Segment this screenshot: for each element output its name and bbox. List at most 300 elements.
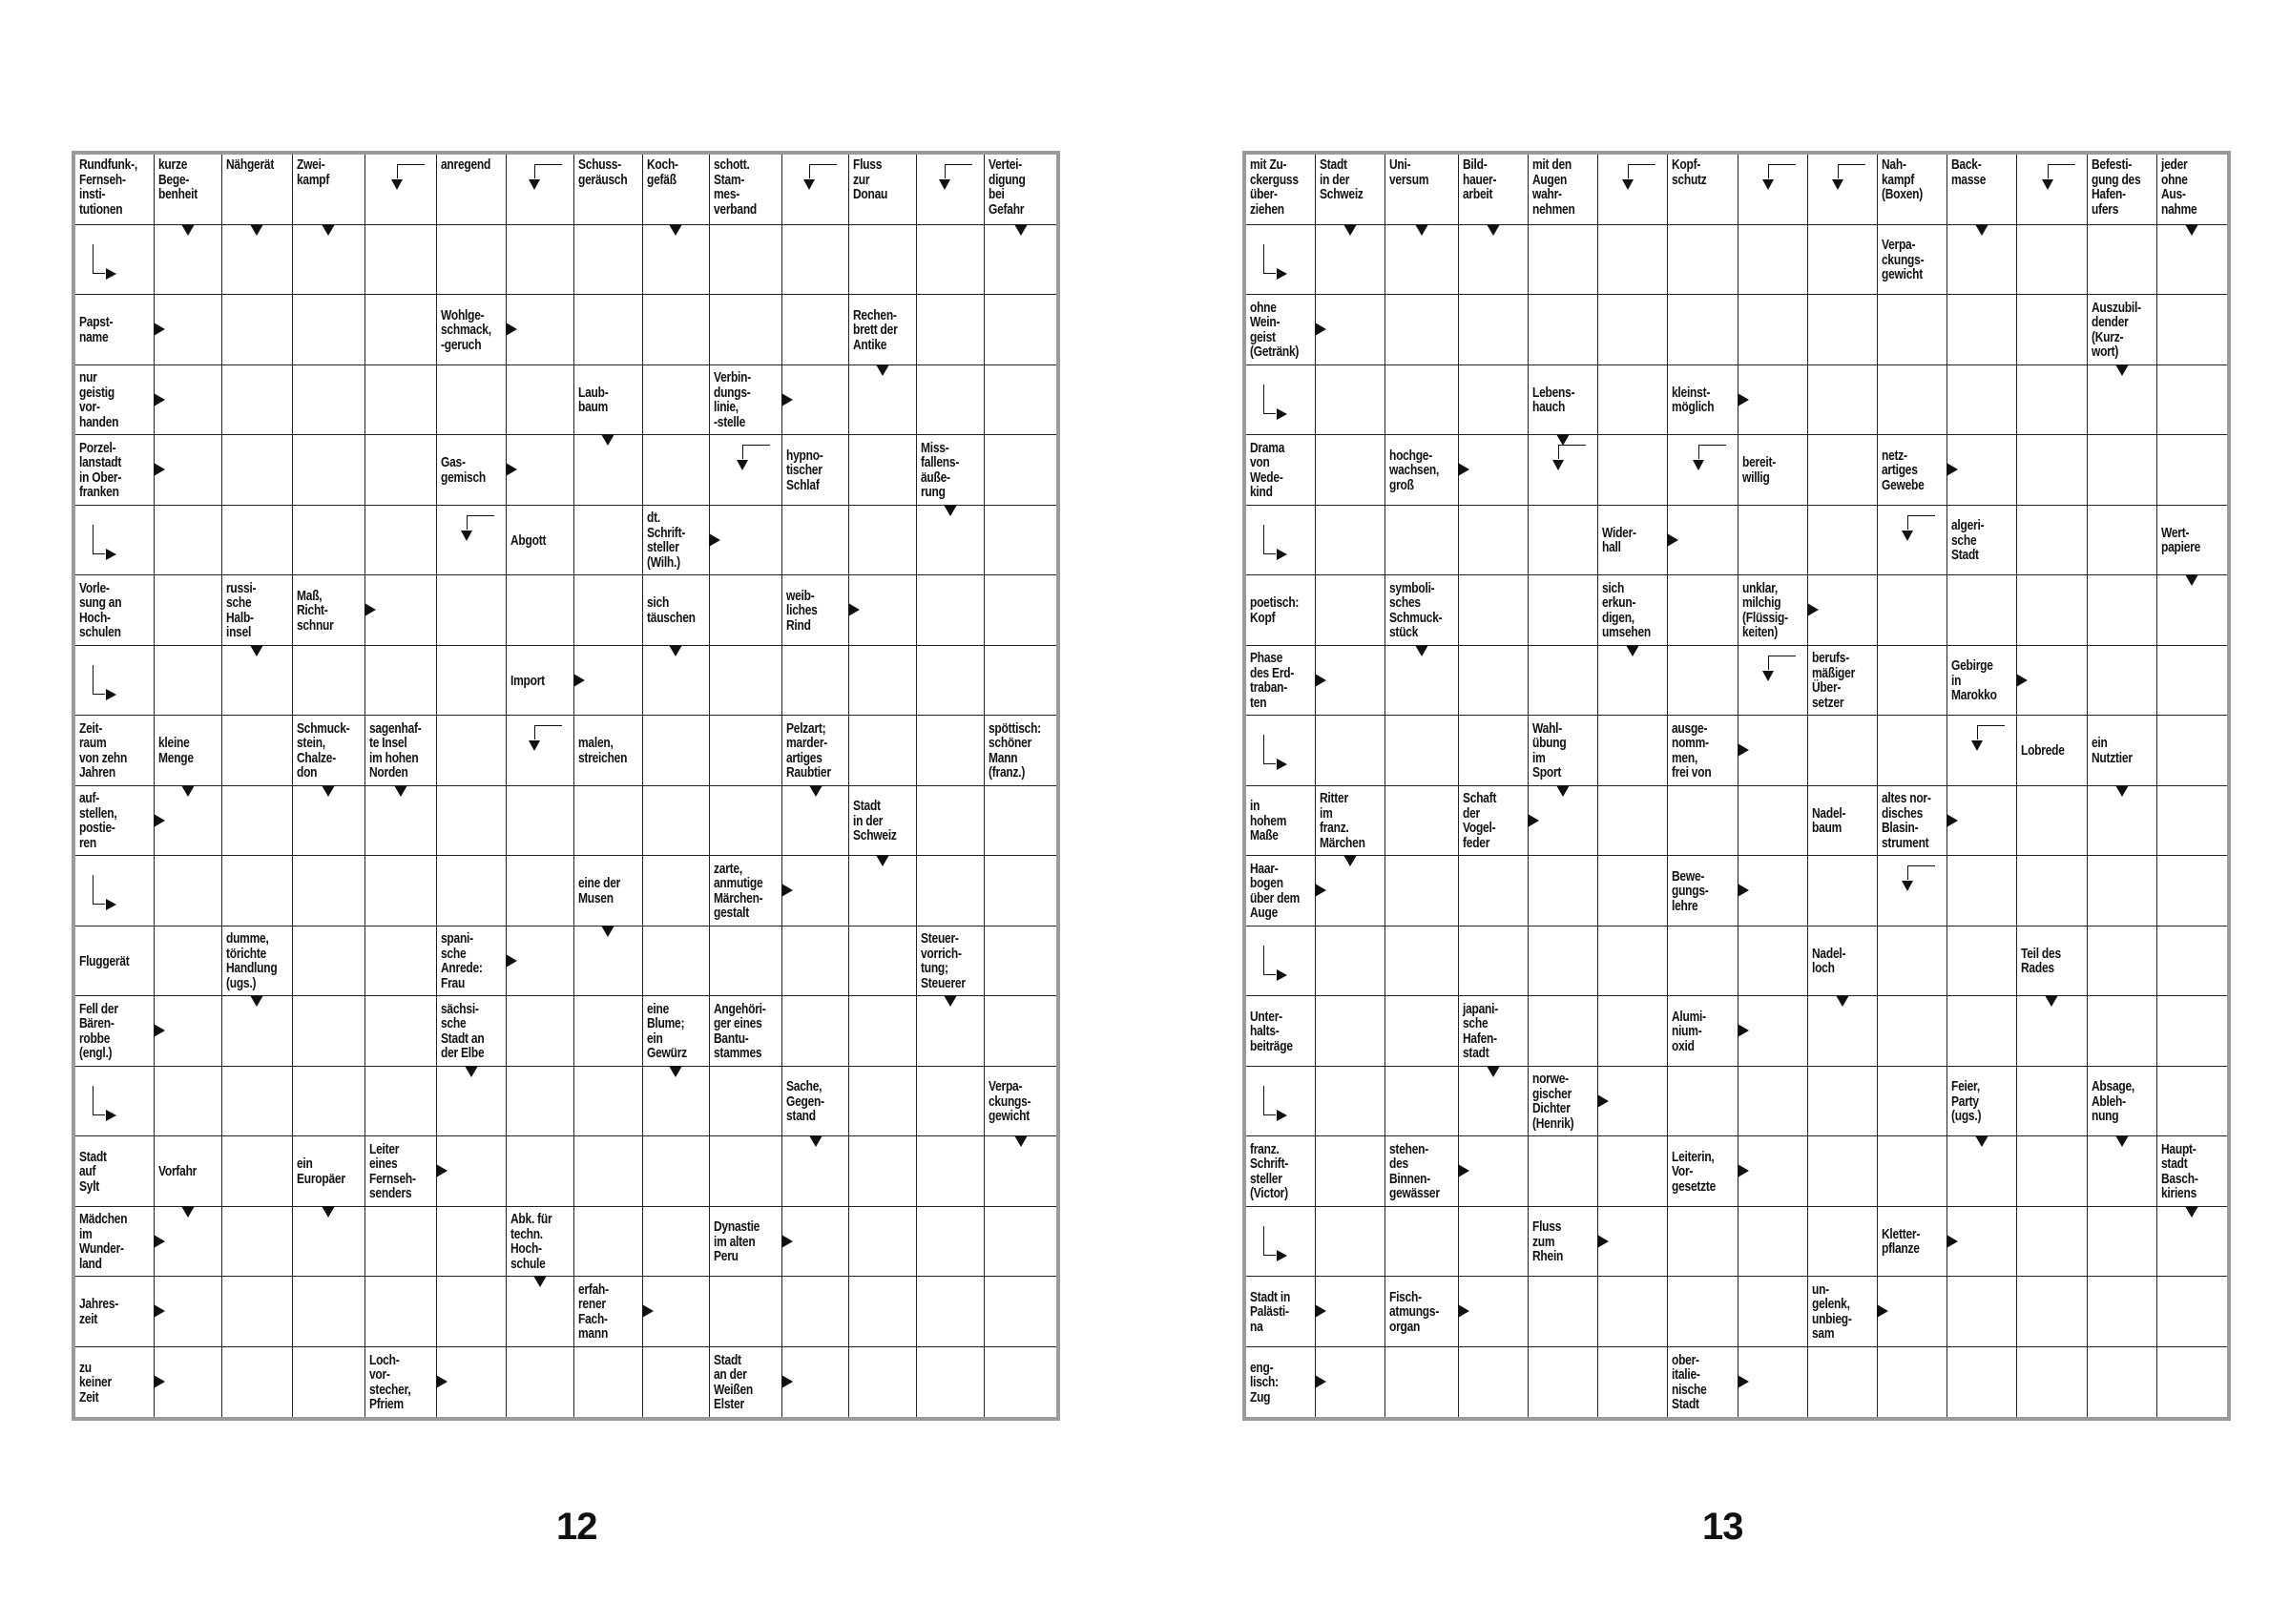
answer-cell[interactable] <box>437 1067 507 1137</box>
answer-cell[interactable] <box>710 716 781 786</box>
answer-cell[interactable] <box>293 365 365 436</box>
answer-cell[interactable] <box>985 225 1056 296</box>
answer-cell[interactable] <box>1459 365 1529 436</box>
answer-cell[interactable] <box>222 716 293 786</box>
answer-cell[interactable] <box>2017 155 2087 225</box>
answer-cell[interactable] <box>437 575 507 646</box>
answer-cell[interactable] <box>1598 646 1668 717</box>
answer-cell[interactable] <box>155 575 222 646</box>
answer-cell[interactable] <box>985 506 1056 576</box>
answer-cell[interactable] <box>507 856 574 927</box>
answer-cell[interactable] <box>507 1067 574 1137</box>
answer-cell[interactable] <box>985 996 1056 1067</box>
answer-cell[interactable] <box>365 155 437 225</box>
answer-cell[interactable] <box>1459 506 1529 576</box>
answer-cell[interactable] <box>1385 856 1458 927</box>
answer-cell[interactable] <box>643 295 711 365</box>
answer-cell[interactable] <box>1878 646 1947 717</box>
answer-cell[interactable] <box>2017 575 2087 646</box>
answer-cell[interactable] <box>1459 575 1529 646</box>
answer-cell[interactable] <box>917 1067 985 1137</box>
answer-cell[interactable] <box>1808 295 1878 365</box>
answer-cell[interactable] <box>985 927 1056 997</box>
answer-cell[interactable] <box>222 1277 293 1347</box>
answer-cell[interactable] <box>1808 716 1878 786</box>
answer-cell[interactable] <box>782 1277 850 1347</box>
answer-cell[interactable] <box>293 996 365 1067</box>
answer-cell[interactable] <box>1808 1207 1878 1278</box>
answer-cell[interactable] <box>1878 996 1947 1067</box>
answer-cell[interactable] <box>1668 927 1738 997</box>
answer-cell[interactable] <box>1529 856 1598 927</box>
answer-cell[interactable] <box>1246 225 1316 296</box>
answer-cell[interactable] <box>2157 716 2227 786</box>
answer-cell[interactable] <box>917 996 985 1067</box>
answer-cell[interactable] <box>437 856 507 927</box>
answer-cell[interactable] <box>1738 155 1808 225</box>
answer-cell[interactable] <box>1246 1207 1316 1278</box>
answer-cell[interactable] <box>155 646 222 717</box>
answer-cell[interactable] <box>507 365 574 436</box>
answer-cell[interactable] <box>710 575 781 646</box>
answer-cell[interactable] <box>155 1067 222 1137</box>
answer-cell[interactable] <box>1246 365 1316 436</box>
answer-cell[interactable] <box>1459 646 1529 717</box>
answer-cell[interactable] <box>365 435 437 506</box>
answer-cell[interactable] <box>155 506 222 576</box>
answer-cell[interactable] <box>2088 856 2157 927</box>
answer-cell[interactable] <box>1598 996 1668 1067</box>
answer-cell[interactable] <box>2157 365 2227 436</box>
answer-cell[interactable] <box>849 1347 917 1418</box>
answer-cell[interactable] <box>222 435 293 506</box>
answer-cell[interactable] <box>643 1067 711 1137</box>
answer-cell[interactable] <box>293 1277 365 1347</box>
answer-cell[interactable] <box>574 927 642 997</box>
answer-cell[interactable] <box>293 225 365 296</box>
answer-cell[interactable] <box>1316 1136 1385 1207</box>
answer-cell[interactable] <box>365 856 437 927</box>
answer-cell[interactable] <box>1316 1067 1385 1137</box>
answer-cell[interactable] <box>1459 927 1529 997</box>
answer-cell[interactable] <box>507 1277 574 1347</box>
answer-cell[interactable] <box>574 295 642 365</box>
answer-cell[interactable] <box>1529 1277 1598 1347</box>
answer-cell[interactable] <box>293 1067 365 1137</box>
answer-cell[interactable] <box>2017 225 2087 296</box>
answer-cell[interactable] <box>2088 575 2157 646</box>
answer-cell[interactable] <box>782 996 850 1067</box>
answer-cell[interactable] <box>222 1136 293 1207</box>
answer-cell[interactable] <box>437 786 507 857</box>
answer-cell[interactable] <box>1947 716 2017 786</box>
answer-cell[interactable] <box>782 646 850 717</box>
answer-cell[interactable] <box>437 1277 507 1347</box>
answer-cell[interactable] <box>782 225 850 296</box>
answer-cell[interactable] <box>365 1067 437 1137</box>
answer-cell[interactable] <box>507 1347 574 1418</box>
answer-cell[interactable] <box>917 856 985 927</box>
answer-cell[interactable] <box>574 996 642 1067</box>
answer-cell[interactable] <box>574 786 642 857</box>
answer-cell[interactable] <box>1316 225 1385 296</box>
answer-cell[interactable] <box>2157 1277 2227 1347</box>
answer-cell[interactable] <box>222 856 293 927</box>
answer-cell[interactable] <box>1808 225 1878 296</box>
answer-cell[interactable] <box>1947 996 2017 1067</box>
answer-cell[interactable] <box>1529 646 1598 717</box>
answer-cell[interactable] <box>2088 1347 2157 1418</box>
answer-cell[interactable] <box>1947 856 2017 927</box>
answer-cell[interactable] <box>2017 1067 2087 1137</box>
answer-cell[interactable] <box>710 506 781 576</box>
answer-cell[interactable] <box>1598 716 1668 786</box>
answer-cell[interactable] <box>1459 295 1529 365</box>
answer-cell[interactable] <box>1385 716 1458 786</box>
answer-cell[interactable] <box>849 856 917 927</box>
answer-cell[interactable] <box>2017 786 2087 857</box>
answer-cell[interactable] <box>2088 927 2157 997</box>
answer-cell[interactable] <box>293 646 365 717</box>
answer-cell[interactable] <box>1316 996 1385 1067</box>
answer-cell[interactable] <box>985 365 1056 436</box>
answer-cell[interactable] <box>2017 435 2087 506</box>
answer-cell[interactable] <box>1808 155 1878 225</box>
answer-cell[interactable] <box>1316 575 1385 646</box>
answer-cell[interactable] <box>1598 786 1668 857</box>
answer-cell[interactable] <box>75 506 155 576</box>
answer-cell[interactable] <box>2157 295 2227 365</box>
answer-cell[interactable] <box>1738 506 1808 576</box>
answer-cell[interactable] <box>1385 1347 1458 1418</box>
answer-cell[interactable] <box>1947 1136 2017 1207</box>
answer-cell[interactable] <box>782 1136 850 1207</box>
answer-cell[interactable] <box>985 786 1056 857</box>
answer-cell[interactable] <box>917 295 985 365</box>
answer-cell[interactable] <box>1738 1207 1808 1278</box>
answer-cell[interactable] <box>1947 1347 2017 1418</box>
answer-cell[interactable] <box>1529 575 1598 646</box>
answer-cell[interactable] <box>365 1277 437 1347</box>
answer-cell[interactable] <box>2088 646 2157 717</box>
answer-cell[interactable] <box>710 1067 781 1137</box>
answer-cell[interactable] <box>437 646 507 717</box>
answer-cell[interactable] <box>643 1136 711 1207</box>
answer-cell[interactable] <box>222 646 293 717</box>
answer-cell[interactable] <box>917 646 985 717</box>
answer-cell[interactable] <box>1246 716 1316 786</box>
answer-cell[interactable] <box>710 1136 781 1207</box>
answer-cell[interactable] <box>1529 996 1598 1067</box>
answer-cell[interactable] <box>2017 996 2087 1067</box>
answer-cell[interactable] <box>75 646 155 717</box>
answer-cell[interactable] <box>2088 1277 2157 1347</box>
answer-cell[interactable] <box>1668 435 1738 506</box>
answer-cell[interactable] <box>1385 365 1458 436</box>
answer-cell[interactable] <box>1738 295 1808 365</box>
answer-cell[interactable] <box>1459 856 1529 927</box>
answer-cell[interactable] <box>365 786 437 857</box>
answer-cell[interactable] <box>917 1136 985 1207</box>
answer-cell[interactable] <box>2017 856 2087 927</box>
answer-cell[interactable] <box>985 1207 1056 1278</box>
answer-cell[interactable] <box>1738 1067 1808 1137</box>
answer-cell[interactable] <box>574 506 642 576</box>
answer-cell[interactable] <box>985 435 1056 506</box>
answer-cell[interactable] <box>293 856 365 927</box>
answer-cell[interactable] <box>2017 365 2087 436</box>
answer-cell[interactable] <box>1459 1207 1529 1278</box>
answer-cell[interactable] <box>1459 1347 1529 1418</box>
answer-cell[interactable] <box>985 1277 1056 1347</box>
answer-cell[interactable] <box>293 435 365 506</box>
answer-cell[interactable] <box>1598 295 1668 365</box>
answer-cell[interactable] <box>75 856 155 927</box>
answer-cell[interactable] <box>365 996 437 1067</box>
answer-cell[interactable] <box>1529 506 1598 576</box>
answer-cell[interactable] <box>849 927 917 997</box>
answer-cell[interactable] <box>2157 1207 2227 1278</box>
answer-cell[interactable] <box>1246 927 1316 997</box>
answer-cell[interactable] <box>365 1207 437 1278</box>
answer-cell[interactable] <box>1808 365 1878 436</box>
answer-cell[interactable] <box>1668 225 1738 296</box>
answer-cell[interactable] <box>849 365 917 436</box>
answer-cell[interactable] <box>2017 506 2087 576</box>
answer-cell[interactable] <box>1459 1067 1529 1137</box>
answer-cell[interactable] <box>2157 786 2227 857</box>
answer-cell[interactable] <box>293 1347 365 1418</box>
answer-cell[interactable] <box>1878 295 1947 365</box>
answer-cell[interactable] <box>2157 225 2227 296</box>
answer-cell[interactable] <box>643 435 711 506</box>
answer-cell[interactable] <box>365 575 437 646</box>
answer-cell[interactable] <box>365 927 437 997</box>
answer-cell[interactable] <box>222 506 293 576</box>
answer-cell[interactable] <box>917 786 985 857</box>
answer-cell[interactable] <box>1738 786 1808 857</box>
answer-cell[interactable] <box>1878 927 1947 997</box>
answer-cell[interactable] <box>2088 506 2157 576</box>
answer-cell[interactable] <box>849 225 917 296</box>
answer-cell[interactable] <box>574 435 642 506</box>
answer-cell[interactable] <box>1738 225 1808 296</box>
answer-cell[interactable] <box>293 786 365 857</box>
answer-cell[interactable] <box>782 786 850 857</box>
answer-cell[interactable] <box>574 225 642 296</box>
answer-cell[interactable] <box>849 646 917 717</box>
answer-cell[interactable] <box>849 716 917 786</box>
answer-cell[interactable] <box>1668 295 1738 365</box>
answer-cell[interactable] <box>222 996 293 1067</box>
answer-cell[interactable] <box>2157 996 2227 1067</box>
answer-cell[interactable] <box>1598 1277 1668 1347</box>
answer-cell[interactable] <box>985 575 1056 646</box>
answer-cell[interactable] <box>293 506 365 576</box>
answer-cell[interactable] <box>293 295 365 365</box>
answer-cell[interactable] <box>1529 1347 1598 1418</box>
answer-cell[interactable] <box>917 225 985 296</box>
answer-cell[interactable] <box>985 295 1056 365</box>
answer-cell[interactable] <box>1878 365 1947 436</box>
answer-cell[interactable] <box>2157 1067 2227 1137</box>
answer-cell[interactable] <box>1878 856 1947 927</box>
answer-cell[interactable] <box>222 295 293 365</box>
answer-cell[interactable] <box>437 506 507 576</box>
answer-cell[interactable] <box>1738 927 1808 997</box>
answer-cell[interactable] <box>1808 506 1878 576</box>
answer-cell[interactable] <box>507 225 574 296</box>
answer-cell[interactable] <box>2088 365 2157 436</box>
answer-cell[interactable] <box>782 295 850 365</box>
answer-cell[interactable] <box>1668 1277 1738 1347</box>
answer-cell[interactable] <box>507 716 574 786</box>
answer-cell[interactable] <box>2017 1347 2087 1418</box>
answer-cell[interactable] <box>1668 1207 1738 1278</box>
answer-cell[interactable] <box>782 155 850 225</box>
answer-cell[interactable] <box>2017 1207 2087 1278</box>
answer-cell[interactable] <box>1385 225 1458 296</box>
answer-cell[interactable] <box>2157 856 2227 927</box>
answer-cell[interactable] <box>2157 927 2227 997</box>
answer-cell[interactable] <box>710 225 781 296</box>
answer-cell[interactable] <box>1316 1207 1385 1278</box>
answer-cell[interactable] <box>2088 996 2157 1067</box>
answer-cell[interactable] <box>985 1347 1056 1418</box>
answer-cell[interactable] <box>222 1067 293 1137</box>
answer-cell[interactable] <box>1947 1277 2017 1347</box>
answer-cell[interactable] <box>643 786 711 857</box>
answer-cell[interactable] <box>1947 225 2017 296</box>
answer-cell[interactable] <box>1668 575 1738 646</box>
answer-cell[interactable] <box>507 155 574 225</box>
answer-cell[interactable] <box>1529 295 1598 365</box>
answer-cell[interactable] <box>2088 435 2157 506</box>
answer-cell[interactable] <box>365 506 437 576</box>
answer-cell[interactable] <box>643 716 711 786</box>
answer-cell[interactable] <box>917 155 985 225</box>
answer-cell[interactable] <box>1878 575 1947 646</box>
answer-cell[interactable] <box>2157 435 2227 506</box>
answer-cell[interactable] <box>1808 1347 1878 1418</box>
answer-cell[interactable] <box>1246 506 1316 576</box>
answer-cell[interactable] <box>507 786 574 857</box>
answer-cell[interactable] <box>1598 365 1668 436</box>
answer-cell[interactable] <box>1808 996 1878 1067</box>
answer-cell[interactable] <box>1529 927 1598 997</box>
answer-cell[interactable] <box>1878 506 1947 576</box>
answer-cell[interactable] <box>75 225 155 296</box>
answer-cell[interactable] <box>849 435 917 506</box>
answer-cell[interactable] <box>917 1207 985 1278</box>
answer-cell[interactable] <box>507 996 574 1067</box>
answer-cell[interactable] <box>985 1136 1056 1207</box>
answer-cell[interactable] <box>1459 225 1529 296</box>
answer-cell[interactable] <box>222 786 293 857</box>
answer-cell[interactable] <box>782 506 850 576</box>
answer-cell[interactable] <box>1808 1067 1878 1137</box>
answer-cell[interactable] <box>1385 927 1458 997</box>
answer-cell[interactable] <box>1529 225 1598 296</box>
answer-cell[interactable] <box>1385 786 1458 857</box>
answer-cell[interactable] <box>437 365 507 436</box>
answer-cell[interactable] <box>710 295 781 365</box>
answer-cell[interactable] <box>849 1136 917 1207</box>
answer-cell[interactable] <box>1316 506 1385 576</box>
answer-cell[interactable] <box>155 927 222 997</box>
answer-cell[interactable] <box>574 1136 642 1207</box>
answer-cell[interactable] <box>1598 1347 1668 1418</box>
answer-cell[interactable] <box>155 856 222 927</box>
answer-cell[interactable] <box>1459 716 1529 786</box>
answer-cell[interactable] <box>1947 927 2017 997</box>
answer-cell[interactable] <box>574 1347 642 1418</box>
answer-cell[interactable] <box>917 575 985 646</box>
answer-cell[interactable] <box>1947 575 2017 646</box>
answer-cell[interactable] <box>1316 716 1385 786</box>
answer-cell[interactable] <box>985 856 1056 927</box>
answer-cell[interactable] <box>849 1207 917 1278</box>
answer-cell[interactable] <box>1598 1136 1668 1207</box>
answer-cell[interactable] <box>1598 435 1668 506</box>
answer-cell[interactable] <box>917 365 985 436</box>
answer-cell[interactable] <box>643 1347 711 1418</box>
answer-cell[interactable] <box>710 646 781 717</box>
answer-cell[interactable] <box>2017 295 2087 365</box>
answer-cell[interactable] <box>849 996 917 1067</box>
answer-cell[interactable] <box>222 1207 293 1278</box>
answer-cell[interactable] <box>1385 506 1458 576</box>
answer-cell[interactable] <box>2157 1347 2227 1418</box>
answer-cell[interactable] <box>2088 1136 2157 1207</box>
answer-cell[interactable] <box>1316 365 1385 436</box>
answer-cell[interactable] <box>365 365 437 436</box>
answer-cell[interactable] <box>1385 996 1458 1067</box>
answer-cell[interactable] <box>507 575 574 646</box>
answer-cell[interactable] <box>1878 1347 1947 1418</box>
answer-cell[interactable] <box>437 1207 507 1278</box>
answer-cell[interactable] <box>75 1067 155 1137</box>
answer-cell[interactable] <box>643 1207 711 1278</box>
answer-cell[interactable] <box>507 1136 574 1207</box>
answer-cell[interactable] <box>1668 786 1738 857</box>
answer-cell[interactable] <box>1316 435 1385 506</box>
answer-cell[interactable] <box>643 225 711 296</box>
answer-cell[interactable] <box>1668 646 1738 717</box>
answer-cell[interactable] <box>1947 295 2017 365</box>
answer-cell[interactable] <box>917 506 985 576</box>
answer-cell[interactable] <box>985 646 1056 717</box>
answer-cell[interactable] <box>365 295 437 365</box>
answer-cell[interactable] <box>1316 927 1385 997</box>
answer-cell[interactable] <box>222 365 293 436</box>
answer-cell[interactable] <box>1598 155 1668 225</box>
answer-cell[interactable] <box>222 225 293 296</box>
answer-cell[interactable] <box>710 1277 781 1347</box>
answer-cell[interactable] <box>574 1067 642 1137</box>
answer-cell[interactable] <box>710 786 781 857</box>
answer-cell[interactable] <box>437 716 507 786</box>
answer-cell[interactable] <box>710 927 781 997</box>
answer-cell[interactable] <box>1246 1067 1316 1137</box>
answer-cell[interactable] <box>365 225 437 296</box>
answer-cell[interactable] <box>782 927 850 997</box>
answer-cell[interactable] <box>1598 927 1668 997</box>
answer-cell[interactable] <box>643 927 711 997</box>
answer-cell[interactable] <box>1738 1277 1808 1347</box>
answer-cell[interactable] <box>2088 225 2157 296</box>
answer-cell[interactable] <box>1878 1067 1947 1137</box>
